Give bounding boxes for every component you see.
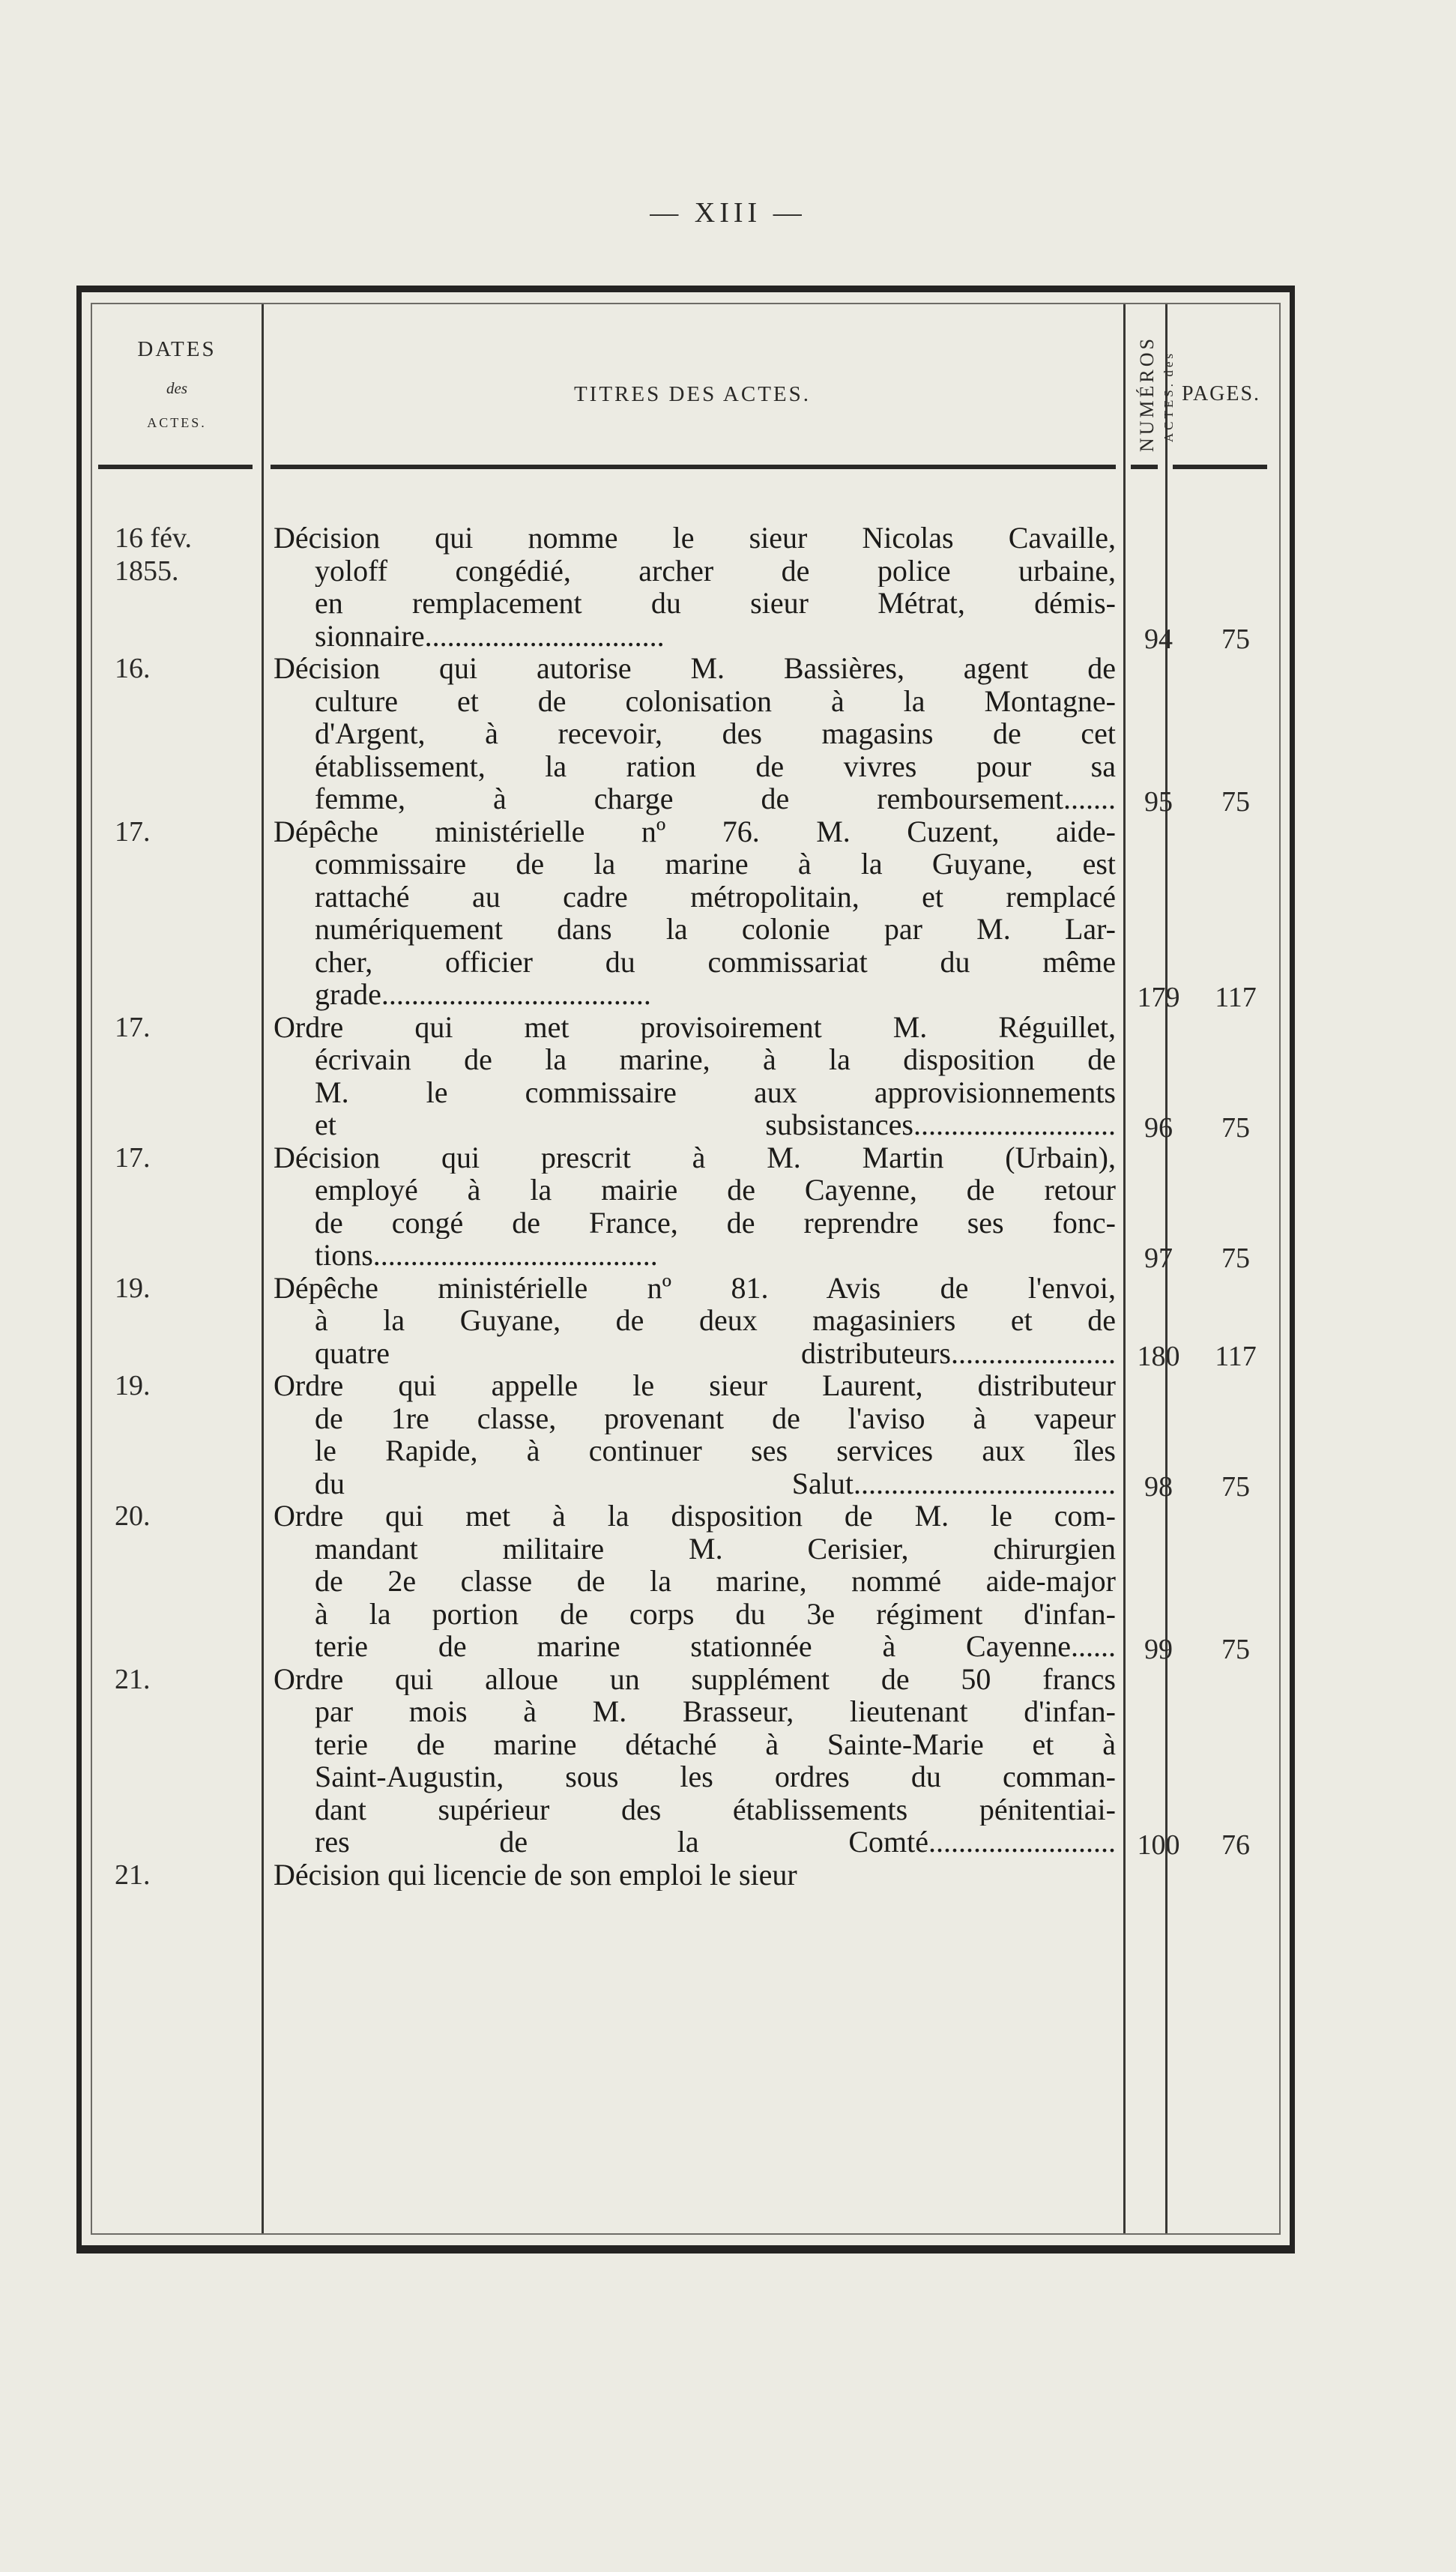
row-date-day: 17. (115, 1141, 151, 1174)
row-date-day: 17. (115, 1011, 151, 1043)
row-title-line: Ordre qui met à la disposition de M. le com- (274, 1500, 1116, 1533)
row-title (274, 1011, 1116, 1141)
row-date (115, 1272, 257, 1305)
row-title-line: à la Guyane, de deux magasiniers et de (315, 1304, 1116, 1337)
column-divider-dates (262, 304, 264, 2233)
row-title (274, 1369, 1116, 1500)
header-rule-titres (271, 465, 1116, 469)
row-title-line: Décision qui nomme le sieur Nicolas Cavaille, (274, 522, 1116, 555)
row-date (115, 1141, 257, 1174)
row-title-line: employé à la mairie de Cayenne, de retour (315, 1174, 1116, 1207)
row-title-line: mandant militaire M. Cerisier, chirurgien (315, 1532, 1116, 1565)
row-title-line: du Salut................................... (315, 1467, 1116, 1500)
row-date (115, 1011, 257, 1044)
header-numeros-actes: ACTES. (1162, 381, 1176, 443)
row-date-day: 20. (115, 1500, 151, 1532)
row-numero: 96 (1144, 1112, 1173, 1144)
row-date (115, 1663, 257, 1696)
row-title-line: tions...................................... (315, 1239, 658, 1272)
row-title-line: yoloff congédié, archer de police urbaine, (315, 554, 1116, 587)
row-numero: 97 (1144, 1243, 1173, 1274)
row-title (274, 522, 1116, 652)
row-numero: 99 (1144, 1634, 1173, 1665)
row-title-line: Ordre qui appelle le sieur Laurent, distributeur (274, 1369, 1116, 1402)
row-page: 75 (1221, 1112, 1250, 1144)
row-title (274, 652, 1116, 815)
table-frame (76, 286, 1295, 2253)
row-page: 75 (1221, 623, 1250, 655)
row-date-year: 1855. (115, 555, 179, 587)
row-title (274, 1141, 1116, 1272)
row-title-line: de 1re classe, provenant de l'aviso à vapeur (315, 1401, 1116, 1434)
header-titres: TITRES DES ACTES. (573, 382, 812, 406)
row-date-day: 17. (115, 815, 151, 848)
row-title-line: terie de marine stationnée à Cayenne...... (315, 1630, 1116, 1663)
row-title-line: quatre distributeurs...................... (315, 1336, 1116, 1369)
row-title-line: Décision qui autorise M. Bassières, agent de (274, 652, 1116, 685)
row-title-line: et subsistances........................... (315, 1108, 1116, 1141)
row-date-day: 16. (115, 653, 151, 684)
row-page: 117 (1215, 982, 1257, 1013)
row-title-line: de congé de France, de reprendre ses fonc- (315, 1206, 1116, 1239)
row-date-day: 19. (115, 1370, 151, 1401)
row-title-line: d'Argent, à recevoir, des magasins de cet (315, 717, 1116, 750)
row-title-line: Saint-Augustin, sous les ordres du comman- (315, 1760, 1116, 1793)
row-title-line: écrivain de la marine, à la disposition de (315, 1043, 1116, 1076)
row-date-day: 16 fév. (115, 522, 193, 554)
row-title-line: femme, à charge de remboursement....... (315, 782, 1116, 815)
row-date (115, 1859, 257, 1892)
row-date (115, 652, 257, 685)
column-divider-titres (1123, 304, 1126, 2233)
row-title-line: terie de marine détaché à Sainte-Marie et à (315, 1727, 1116, 1760)
row-date-day: 21. (115, 1663, 151, 1695)
row-date-day: 19. (115, 1272, 151, 1304)
row-page: 75 (1221, 1470, 1250, 1503)
row-title-line: Ordre qui met provisoirement M. Réguillet, (274, 1010, 1116, 1043)
row-title-line: cher, officier du commissariat du même (315, 945, 1116, 978)
row-title-line: Dépêche ministérielle nº 76. M. Cuzent, aide- (274, 815, 1116, 848)
header-rule-pages (1173, 465, 1267, 469)
row-numero: 100 (1137, 1829, 1180, 1861)
row-title-line: culture et de colonisation à la Montagne- (315, 684, 1116, 717)
row-page: 117 (1215, 1340, 1257, 1372)
row-page: 75 (1221, 1634, 1250, 1665)
row-title (274, 1663, 1116, 1859)
header-pages: PAGES. (1181, 382, 1261, 405)
row-numero: 98 (1144, 1470, 1173, 1503)
row-date (115, 1369, 257, 1402)
row-title-line: dant supérieur des établissements pénitentiai- (315, 1793, 1116, 1826)
header-dates-actes: ACTES. (147, 415, 207, 430)
row-title (274, 1500, 1116, 1663)
table-inner-border (91, 303, 1281, 2235)
row-date (115, 1500, 257, 1533)
row-title-line: le Rapide, à continuer ses services aux îles (315, 1434, 1116, 1467)
row-title-line: rattaché au cadre métropolitain, et remplacé (315, 880, 1116, 913)
row-title-line: à la portion de corps du 3e régiment d'infan- (315, 1597, 1116, 1630)
row-title-line: res de la Comté......................... (315, 1826, 1116, 1859)
row-date (115, 522, 257, 588)
row-numero: 95 (1144, 786, 1173, 818)
row-title-line: par mois à M. Brasseur, lieutenant d'infan- (315, 1695, 1116, 1728)
row-date-day: 21. (115, 1859, 151, 1891)
page-number-header: — XIII — (650, 197, 806, 229)
row-page: 75 (1221, 1243, 1250, 1274)
row-title-line: en remplacement du sieur Métrat, démis- (315, 587, 1116, 620)
row-page: 75 (1221, 786, 1250, 818)
row-title-line: M. le commissaire aux approvisionnements (315, 1075, 1116, 1108)
header-dates: DATES (137, 337, 217, 361)
row-title-line: Décision qui prescrit à M. Martin (Urbain), (274, 1141, 1116, 1174)
header-numeros-main: NUMÉROS (1136, 336, 1158, 453)
row-title-line: de 2e classe de la marine, nommé aide-major (315, 1565, 1116, 1598)
header-dates-des: des (166, 379, 187, 397)
row-title-line: sionnaire................................ (315, 619, 665, 652)
header-rule-dates (98, 465, 253, 469)
row-numero: 180 (1137, 1340, 1180, 1372)
row-title-line: Décision qui licencie de son emploi le sieur (274, 1858, 797, 1891)
row-numero: 94 (1144, 623, 1173, 655)
row-title-line: numériquement dans la colonie par M. Lar- (315, 913, 1116, 946)
row-title-line: Dépêche ministérielle nº 81. Avis de l'envoi, (274, 1271, 1116, 1304)
row-numero: 179 (1137, 982, 1180, 1013)
row-page: 76 (1221, 1829, 1250, 1861)
row-title-line: Ordre qui alloue un supplément de 50 francs (274, 1662, 1116, 1695)
row-title-line: commissaire de la marine à la Guyane, est (315, 848, 1116, 881)
row-title-line: établissement, la ration de vivres pour sa (315, 749, 1116, 782)
row-title (274, 1272, 1116, 1370)
row-title (274, 1859, 1116, 1892)
row-title-line: grade.................................... (315, 978, 651, 1011)
header-numeros-des: des (1162, 350, 1176, 377)
header-rule-numeros (1131, 465, 1158, 469)
row-date (115, 815, 257, 848)
row-title (274, 815, 1116, 1011)
